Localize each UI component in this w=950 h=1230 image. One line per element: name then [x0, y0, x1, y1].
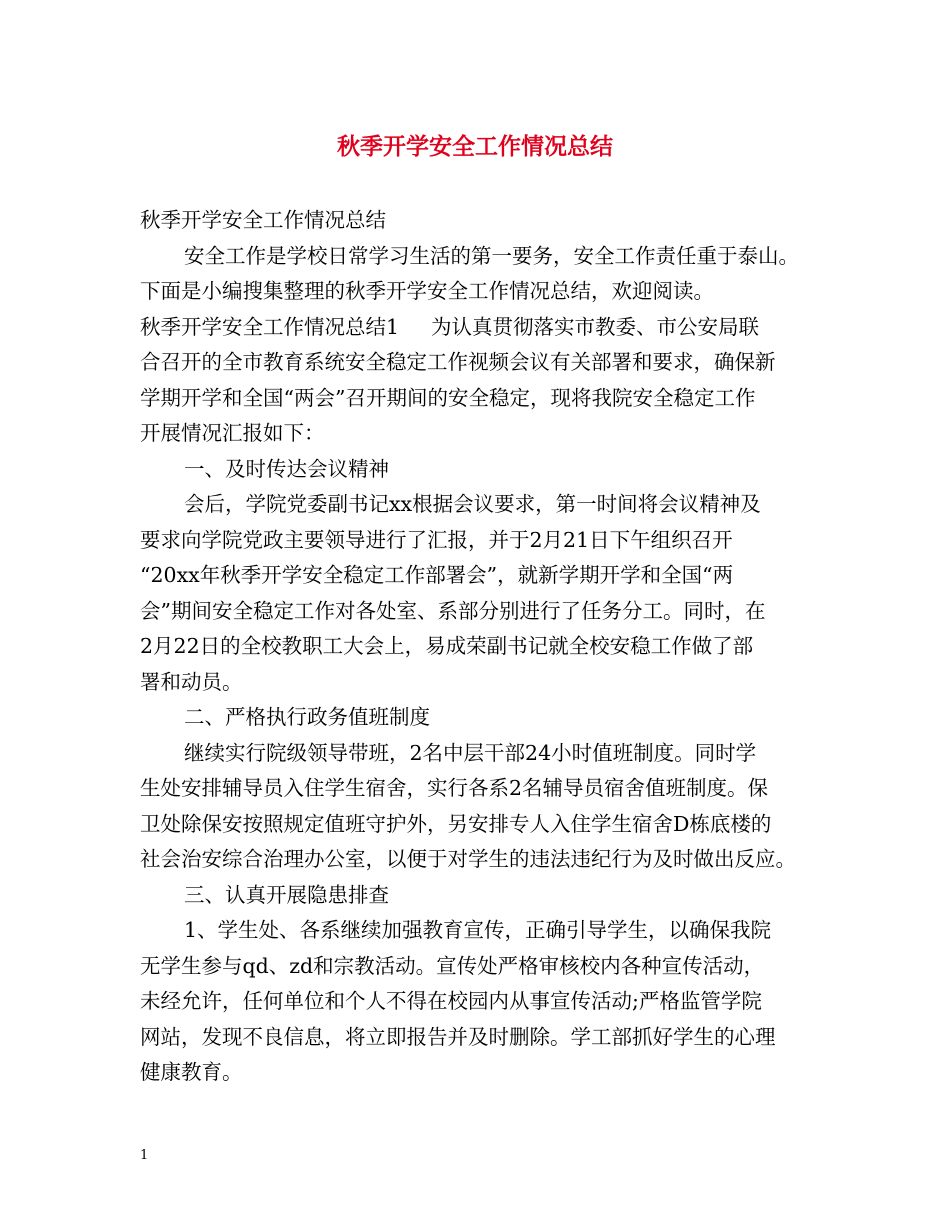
paragraph-line: [140, 736, 830, 772]
text-line: 学期开学和全国“两会”召开期间的安全稳定，现将我院安全稳定工作: [140, 385, 756, 410]
section-heading: 秋季开学安全工作情况总结1: [140, 314, 400, 339]
text-line: 署和动员。: [140, 669, 243, 694]
text-line: 继续实行院级领导带班，2名中层干部24小时值班制度。同时学: [184, 740, 757, 765]
page-number: 1: [140, 1148, 149, 1163]
paragraph-line: [140, 345, 830, 381]
text-line: 开展情况汇报如下：: [140, 421, 325, 445]
paragraph-line: [140, 949, 830, 985]
text-line: 卫处除保安按照规定值班守护外，另安排专人入住学生宿舍D栋底楼的: [140, 811, 772, 836]
text-line: 安全工作是学校日常学习生活的第一要务，安全工作责任重于泰山。: [184, 243, 799, 268]
text-line: “20xx年秋季开学安全稳定工作部署会”，就新学期开学和全国“两: [140, 563, 734, 587]
paragraph-line: [140, 381, 830, 417]
paragraph-line: [140, 807, 830, 843]
text-line: 会”期间安全稳定工作对各处室、系部分别进行了任务分工。同时，在: [140, 598, 766, 623]
paragraph-line: [140, 1055, 830, 1091]
paragraph-line: [140, 594, 830, 630]
text-line: 无学生参与qd、zd和宗教活动。宣传处严格审核校内各种宣传活动，: [140, 953, 765, 978]
heading-line: [140, 452, 830, 488]
text-line: 要求向学院党政主要领导进行了汇报，并于2月21日下午组织召开: [140, 527, 733, 552]
paragraph-line: [140, 665, 830, 701]
paragraph-line: [140, 558, 830, 594]
text-line: 社会治安综合治理办公室，以便于对学生的违法违纪行为及时做出反应。: [140, 847, 796, 871]
text-line: 未经允许，任何单位和个人不得在校园内从事宣传活动;严格监管学院: [140, 989, 762, 1013]
paragraph-line: [140, 913, 830, 949]
heading-line: [140, 700, 830, 736]
text-line: 2月22日的全校教职工大会上，易成荣副书记就全校安稳工作做了部: [140, 634, 754, 658]
text-line: 秋季开学安全工作情况总结: [140, 208, 386, 232]
paragraph-line: [140, 416, 830, 452]
section-heading: 三、认真开展隐患排查: [184, 882, 389, 907]
paragraph-line: [140, 1020, 830, 1056]
heading-line: [140, 878, 830, 914]
text-line: 会后，学院党委副书记xx根据会议要求，第一时间将会议精神及: [184, 492, 761, 516]
paragraph-line: [140, 771, 830, 807]
paragraph-line: [140, 274, 830, 310]
section-heading: 一、及时传达会议精神: [184, 456, 389, 481]
paragraph-line: [140, 239, 830, 275]
text-line: 为认真贯彻落实市教委、市公安局联: [431, 314, 760, 339]
text-line: 合召开的全市教育系统安全稳定工作视频会议有关部署和要求，确保新: [140, 350, 776, 374]
text-line: 健康教育。: [140, 1060, 243, 1084]
paragraph-line: [140, 629, 830, 665]
text-line: 下面是小编搜集整理的秋季开学安全工作情况总结，欢迎阅读。: [140, 279, 714, 303]
paragraph-line: [140, 842, 830, 878]
text-line: 网站，发现不良信息，将立即报告并及时删除。学工部抓好学生的心理: [140, 1024, 776, 1049]
section-heading: 二、严格执行政务值班制度: [184, 705, 430, 729]
subtitle-line: [140, 203, 830, 239]
document-title: 秋季开学安全工作情况总结: [337, 134, 613, 160]
text-line: 1、学生处、各系继续加强教育宣传，正确引导学生，以确保我院: [184, 918, 772, 942]
paragraph-line: [140, 523, 830, 559]
paragraph-line: [140, 487, 830, 523]
document-body: [140, 203, 830, 1091]
paragraph-line: [140, 310, 830, 346]
paragraph-line: [140, 984, 830, 1020]
text-line: 生处安排辅导员入住学生宿舍，实行各系2名辅导员宿舍值班制度。保: [140, 776, 769, 800]
